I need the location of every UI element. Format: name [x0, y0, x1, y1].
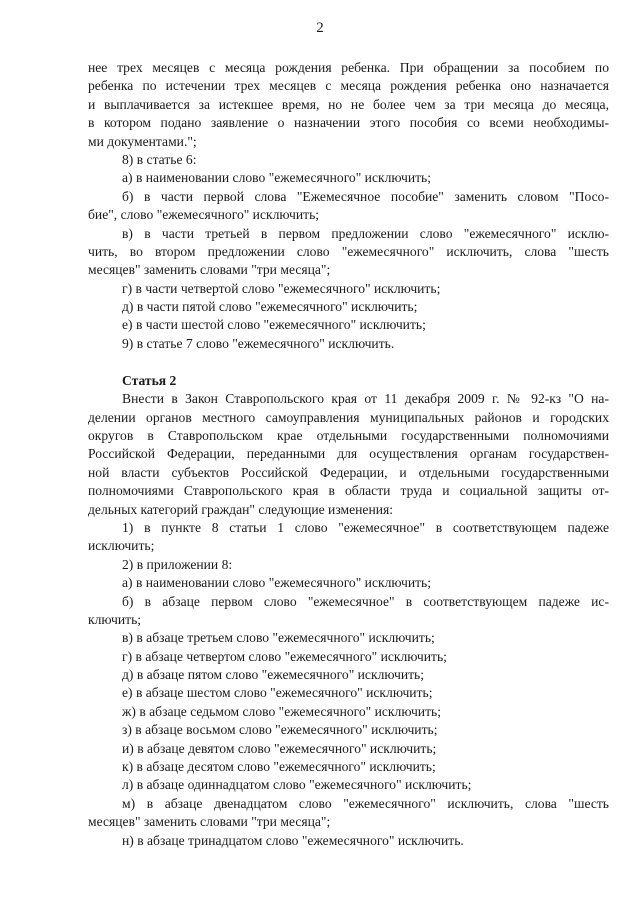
- text-line: д) в части пятой слово "ежемесячного" исключить;: [122, 299, 418, 315]
- text-line: г) в части четвертой слово "ежемесячного" исключить;: [122, 280, 441, 296]
- text-line: е) в части шестой слово "ежемесячного" исключить;: [122, 317, 426, 333]
- text-line: ми документами.";: [88, 133, 197, 149]
- section-heading: Статья 2: [122, 372, 177, 388]
- text-line: е) в абзаце шестом слово "ежемесячного" исключить;: [122, 685, 433, 701]
- document-body: [88, 59, 609, 850]
- text-line: нее трех месяцев с месяца рождения ребенка. При обращении за пособием по: [88, 60, 609, 75]
- text-line: и выплачивается за истекшее время, но не более чем за три месяца до месяца,: [88, 96, 609, 112]
- text-line: н) в абзаце тринадцатом слово "ежемесячного" исключить.: [122, 832, 464, 848]
- text-line: ж) в абзаце седьмом слово "ежемесячного" исключить;: [122, 703, 441, 719]
- text-line: Внести в Закон Ставропольского края от 11 декабря 2009 г. № 92-кз "О на-: [122, 391, 609, 407]
- text-line: чить, во втором предложении слово "ежемесячного" исключить, слова "шесть: [88, 243, 609, 259]
- text-line: 1) в пункте 8 статьи 1 слово "ежемесячное" в соответствующем падеже: [122, 519, 609, 535]
- text-line: з) в абзаце восьмом слово "ежемесячного" исключить;: [122, 722, 438, 738]
- text-line: делении органов местного самоуправления муниципальных районов и городских: [88, 409, 609, 425]
- page-number: 2: [316, 20, 324, 36]
- text-line: в) в абзаце третьем слово "ежемесячного" исключить;: [122, 630, 435, 646]
- text-line: месяцев" заменить словами "три месяца";: [88, 814, 331, 830]
- text-line: Российской Федерации, переданными для осуществления органам государствен-: [88, 446, 609, 462]
- text-line: дельных категорий граждан" следующие изменения:: [88, 501, 394, 517]
- text-line: ребенка по истечении трех месяцев с месяца рождения ребенка оно назначается: [88, 78, 609, 94]
- text-line: б) в абзаце первом слово "ежемесячное" в соответствующем падеже ис-: [122, 593, 609, 609]
- text-line: а) в наименовании слово "ежемесячного" исключить;: [122, 170, 432, 186]
- text-line: в котором подано заявление о назначении этого пособия со всеми необходимы-: [88, 115, 609, 131]
- text-line: исключить;: [88, 538, 155, 554]
- text-line: а) в наименовании слово "ежемесячного" исключить;: [122, 575, 432, 591]
- text-line: 2) в приложении 8:: [122, 556, 233, 572]
- paragraph-gap: [88, 353, 609, 372]
- text-line: к) в абзаце десятом слово "ежемесячного" исключить;: [122, 759, 436, 775]
- text-line: 9) в статье 7 слово "ежемесячного" исключить.: [122, 335, 395, 351]
- text-line: м) в абзаце двенадцатом слово "ежемесячного" исключить, слова "шесть: [122, 795, 609, 811]
- text-line: 8) в статье 6:: [122, 151, 197, 167]
- text-line: ключить;: [88, 611, 142, 627]
- text-line: в) в части третьей в первом предложении слово "ежемесячного" исклю-: [122, 225, 609, 241]
- text-line: месяцев" заменить словами "три месяца";: [88, 262, 331, 278]
- text-line: округов в Ставропольском крае отдельными государственными полномочиями: [88, 428, 609, 444]
- text-line: б) в части первой слова "Ежемесячное пособие" заменить словом "Посо-: [122, 188, 609, 204]
- text-line: и) в абзаце девятом слово "ежемесячного" исключить;: [122, 740, 437, 756]
- text-line: л) в абзаце одиннадцатом слово "ежемесячного" исключить;: [122, 777, 472, 793]
- text-line: бие", слово "ежемесячного" исключить;: [88, 207, 320, 223]
- text-line: д) в абзаце пятом слово "ежемесячного" исключить;: [122, 667, 425, 683]
- text-line: г) в абзаце четвертом слово "ежемесячного" исключить;: [122, 648, 447, 664]
- text-line: полномочиями Ставропольского края в области труда и социальной защиты от-: [88, 483, 609, 499]
- text-line: ной власти субъектов Российской Федерации, и отдельными государственными: [88, 464, 609, 480]
